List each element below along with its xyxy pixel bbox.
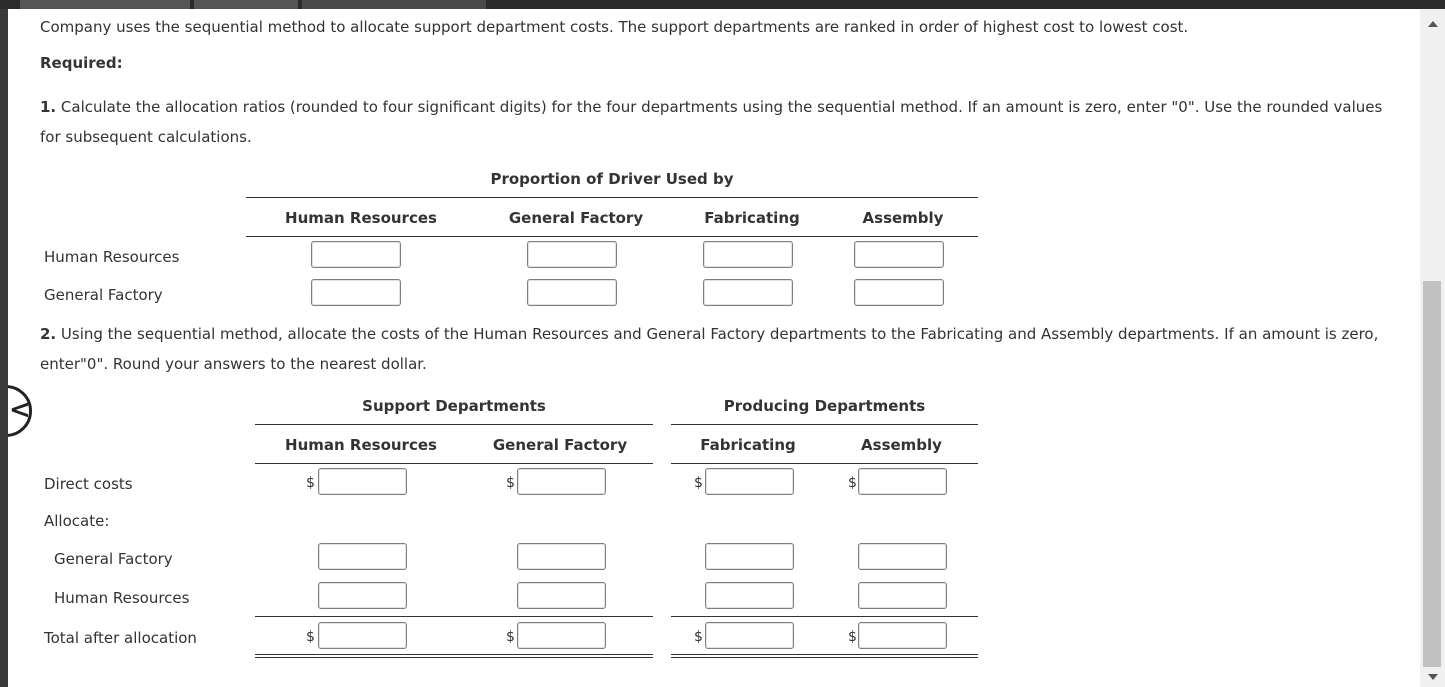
currency-symbol: $ xyxy=(848,629,857,645)
q1-col-human-resources: Human Resources xyxy=(285,209,437,227)
q2-double-rule-support xyxy=(255,654,653,658)
chevron-left-icon: < xyxy=(9,395,31,425)
q2-row-total: Total after allocation xyxy=(44,629,197,647)
q1-gf-gf-input[interactable] xyxy=(527,279,617,306)
q2-total-hr-input[interactable] xyxy=(318,622,407,649)
tab-1[interactable] xyxy=(20,0,190,9)
back-button[interactable] xyxy=(8,385,32,437)
q2-row-allocate: Allocate: xyxy=(44,512,110,530)
q1-table-title: Proportion of Driver Used by xyxy=(490,170,734,188)
currency-symbol: $ xyxy=(306,629,315,645)
q2-total-fab-input[interactable] xyxy=(705,622,794,649)
q2-row-human-resources: Human Resources xyxy=(54,589,190,607)
required-label: Required: xyxy=(40,54,123,72)
q2-number: 2. xyxy=(40,325,57,343)
browser-tab-strip xyxy=(0,0,1445,9)
q2-row-direct-costs: Direct costs xyxy=(44,475,133,493)
q2-line2: enter"0". Round your answers to the nearest dollar. xyxy=(40,355,427,373)
q1-hr-hr-input[interactable] xyxy=(311,241,401,268)
q2-col-assembly: Assembly xyxy=(861,436,942,454)
q1-line1 xyxy=(40,92,1382,122)
q2-gf-fab-input[interactable] xyxy=(705,543,794,570)
q2-hr-gf-input[interactable] xyxy=(517,582,606,609)
q2-double-rule-producing xyxy=(671,654,978,658)
currency-symbol: $ xyxy=(694,629,703,645)
q1-row-general-factory: General Factory xyxy=(44,286,163,304)
q2-gf-hr-input[interactable] xyxy=(318,543,407,570)
q2-total-gf-input[interactable] xyxy=(517,622,606,649)
q2-total-rule-producing xyxy=(671,616,978,617)
currency-symbol: $ xyxy=(506,629,515,645)
q2-direct-asm-input[interactable] xyxy=(858,468,947,495)
q1-line2: for subsequent calculations. xyxy=(40,128,252,146)
q2-gf-asm-input[interactable] xyxy=(858,543,947,570)
q2-group-support: Support Departments xyxy=(362,397,546,415)
q1-hr-asm-input[interactable] xyxy=(854,241,944,268)
q2-direct-hr-input[interactable] xyxy=(318,468,407,495)
q2-line1 xyxy=(40,319,1378,349)
q1-gf-hr-input[interactable] xyxy=(311,279,401,306)
currency-symbol: $ xyxy=(306,475,315,491)
q2-header-rule-producing xyxy=(671,463,978,464)
currency-symbol: $ xyxy=(694,475,703,491)
q1-col-fabricating: Fabricating xyxy=(704,209,800,227)
q2-producing-rule xyxy=(671,424,978,425)
left-frame xyxy=(0,9,8,687)
q1-title-rule xyxy=(246,197,978,198)
arrow-down-icon[interactable] xyxy=(1428,674,1438,680)
q2-col-human-resources: Human Resources xyxy=(285,436,437,454)
q2-header-rule-support xyxy=(255,463,653,464)
q1-header-rule xyxy=(246,236,978,237)
q1-hr-gf-input[interactable] xyxy=(527,241,617,268)
tab-3[interactable] xyxy=(302,0,486,9)
q2-total-rule-support xyxy=(255,616,653,617)
q1-hr-fab-input[interactable] xyxy=(703,241,793,268)
tab-2[interactable] xyxy=(194,0,298,9)
arrow-up-icon[interactable] xyxy=(1428,21,1438,27)
q1-gf-fab-input[interactable] xyxy=(703,279,793,306)
intro-text: Company uses the sequential method to allocate support department costs. The support departments are ranked in order of highest cost to lowest cost. xyxy=(40,18,1189,36)
q2-group-producing: Producing Departments xyxy=(723,397,926,415)
currency-symbol: $ xyxy=(848,475,857,491)
q1-gf-asm-input[interactable] xyxy=(854,279,944,306)
q2-col-general-factory: General Factory xyxy=(492,436,628,454)
q2-hr-hr-input[interactable] xyxy=(318,582,407,609)
currency-symbol: $ xyxy=(506,475,515,491)
q1-text: Calculate the allocation ratios (rounded to four significant digits) for the four departments using the sequential method. If an amount is zero, enter "0". Use the rounded values xyxy=(56,98,1383,116)
q2-row-general-factory: General Factory xyxy=(54,550,173,568)
q2-gf-gf-input[interactable] xyxy=(517,543,606,570)
q2-direct-gf-input[interactable] xyxy=(517,468,606,495)
q2-hr-asm-input[interactable] xyxy=(858,582,947,609)
question-content xyxy=(8,9,1420,687)
vertical-scrollbar[interactable] xyxy=(1420,9,1445,687)
q1-col-general-factory: General Factory xyxy=(508,209,644,227)
q2-hr-fab-input[interactable] xyxy=(705,582,794,609)
q1-row-human-resources: Human Resources xyxy=(44,248,180,266)
q2-total-asm-input[interactable] xyxy=(858,622,947,649)
q2-support-rule xyxy=(255,424,653,425)
q2-text: Using the sequential method, allocate the costs of the Human Resources and General Factory departments to the Fabricating and Assembly departments. If an amount is zero, xyxy=(56,325,1379,343)
scrollbar-thumb[interactable] xyxy=(1423,281,1441,667)
q2-direct-fab-input[interactable] xyxy=(705,468,794,495)
q2-col-fabricating: Fabricating xyxy=(700,436,796,454)
q1-col-assembly: Assembly xyxy=(862,209,944,227)
q1-number: 1. xyxy=(40,98,57,116)
